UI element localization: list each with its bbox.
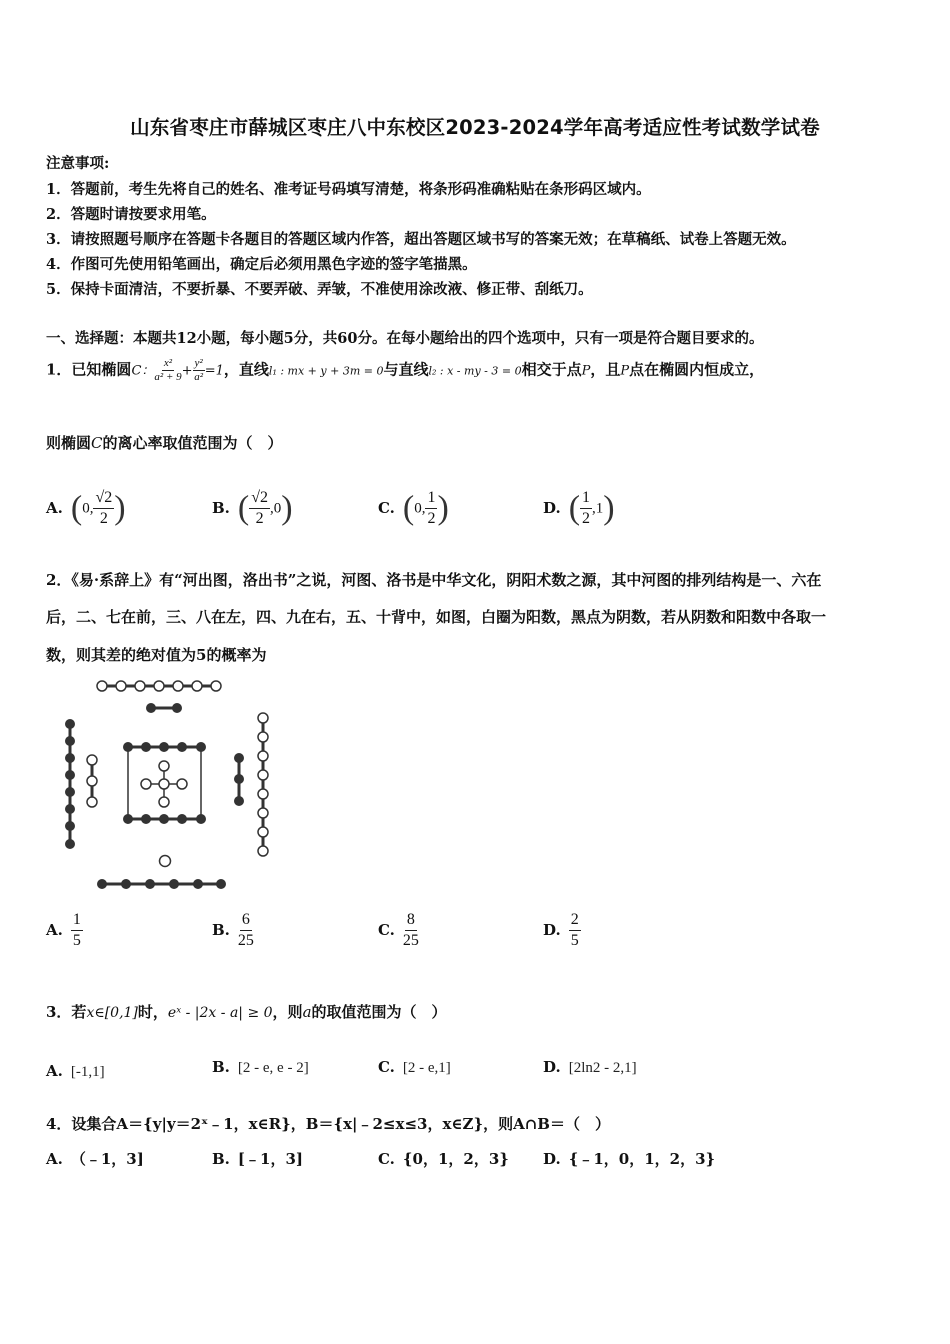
q1-c: C	[91, 434, 103, 452]
frac-num: 1	[425, 488, 437, 509]
question-3	[46, 1001, 447, 1022]
option-label: A.	[46, 1062, 63, 1080]
frac-den: 25	[402, 932, 419, 949]
q2-option-b[interactable]	[212, 910, 254, 951]
frac-num: 1	[580, 488, 592, 509]
q1-fraction-1	[154, 357, 181, 384]
q2-option-a[interactable]	[46, 910, 83, 951]
q3-mid2: ，则	[272, 1003, 303, 1021]
option-fraction	[71, 910, 83, 951]
hetu-diagram	[56, 674, 286, 899]
option-label: D.	[543, 920, 561, 939]
q1-prefix: 1．已知椭圆	[46, 360, 132, 379]
frac-den: 2	[582, 510, 591, 527]
q1-point-p-2: P	[620, 363, 630, 379]
option-fraction	[249, 488, 270, 529]
q1-text-b: 的离心率取值范围为（ ）	[102, 434, 283, 452]
option-label: B.	[212, 498, 230, 517]
q1-plus: +	[181, 363, 193, 379]
option-fraction	[238, 910, 254, 951]
q1-line1: l₁ : mx + y + 3m = 0	[268, 364, 384, 378]
close-paren: )	[437, 489, 449, 527]
option-left: 0,	[82, 500, 94, 517]
option-label: A.	[46, 1150, 63, 1168]
q3-option-b[interactable]	[212, 1058, 309, 1077]
open-paren: (	[568, 489, 581, 527]
option-label: D.	[543, 1058, 561, 1076]
frac-den: 25	[237, 932, 254, 949]
frac-num: 6	[240, 910, 252, 931]
note-item: 4．作图可先使用铅笔画出，确定后必须用黑色字迹的签字笔描黑。	[46, 256, 477, 273]
option-label: D.	[543, 1150, 561, 1168]
question-1-line-1	[46, 357, 764, 384]
frac-den: 5	[72, 932, 81, 949]
q2-option-c[interactable]	[378, 910, 419, 951]
q1-option-a[interactable]	[46, 488, 126, 529]
q3-a: a	[302, 1003, 312, 1021]
notes-heading: 注意事项:	[46, 155, 110, 172]
note-item: 3．请按照题号顺序在答题卡各题目的答题区域内作答，超出答题区域书写的答案无效；在草稿纸、试卷上答题无效。	[46, 231, 796, 248]
q1-line2: l₂ : x - my - 3 = 0	[428, 364, 522, 378]
question-4: 4．设集合A＝{y|y＝2ˣ﹣1，x∈R}，B＝{x|﹣2≤x≤3，x∈Z}，则A∩B＝（ ）	[46, 1115, 610, 1133]
q3-option-d[interactable]	[543, 1058, 637, 1077]
q4-option-a[interactable]	[46, 1148, 144, 1169]
frac-num: 2	[569, 910, 581, 931]
q1-ellipse-label: C：	[131, 363, 155, 379]
q1-option-d[interactable]	[543, 488, 615, 529]
option-value: {﹣1，0，1，2，3}	[568, 1150, 716, 1168]
option-label: A.	[46, 920, 63, 939]
q1-option-c[interactable]	[378, 488, 449, 529]
q1-point-p: P	[581, 363, 591, 379]
q1-mid3: 相交于点	[521, 360, 582, 379]
close-paren: )	[603, 489, 615, 527]
option-fraction	[569, 910, 581, 951]
open-paren: (	[402, 489, 415, 527]
q3-option-a[interactable]	[46, 1062, 105, 1081]
q3-prefix: 3．若	[46, 1003, 87, 1021]
q4-option-b[interactable]	[212, 1148, 303, 1169]
note-item: 2．答题时请按要求用笔。	[46, 206, 216, 223]
option-value: [-1,1]	[70, 1064, 105, 1080]
exam-title: 山东省枣庄市薛城区枣庄八中东校区2023-2024学年高考适应性考试数学试卷	[130, 116, 820, 139]
option-fraction	[403, 910, 419, 951]
q2-option-d[interactable]	[543, 910, 581, 951]
option-value: （﹣1，3]	[70, 1150, 144, 1168]
frac-den: 2	[99, 510, 108, 527]
frac-den: 5	[570, 932, 579, 949]
q3-mid: 时，	[137, 1003, 168, 1021]
option-label: D.	[543, 498, 561, 517]
option-right: ,1	[592, 500, 604, 517]
option-fraction	[93, 488, 114, 529]
question-2-line-3: 数，则其差的绝对值为5的概率为	[46, 646, 267, 664]
q1-option-b[interactable]	[212, 488, 293, 529]
option-label: B.	[212, 920, 230, 939]
q1-tail: 点在椭圆内恒成立，	[629, 360, 765, 379]
q1-eq: =1	[204, 363, 224, 379]
q1-mid4: ，且	[590, 360, 621, 379]
section-heading: 一、选择题：本题共12小题，每小题5分，共60分。在每小题给出的四个选项中，只有一项是符合题目要求的。	[46, 330, 764, 347]
q4-option-d[interactable]	[543, 1148, 715, 1169]
frac-num: 8	[405, 910, 417, 931]
frac-num: √2	[93, 488, 114, 509]
frac-den: 2	[255, 510, 264, 527]
option-label: A.	[46, 498, 63, 517]
question-2-line-2: 后，二、七在前，三、八在左，四、九在右，五、十背中，如图，白圈为阳数，黑点为阴数，若从阴数和阳数中各取一	[46, 608, 827, 626]
option-fraction	[425, 488, 437, 529]
frac-num: √2	[249, 488, 270, 509]
close-paren: )	[114, 489, 126, 527]
q3-inequality: eˣ - |2x - a| ≥ 0	[167, 1005, 273, 1021]
option-label: C.	[378, 1058, 395, 1076]
q1-frac2-num: y²	[194, 357, 203, 369]
option-left: 0,	[414, 500, 426, 517]
option-value: [﹣1，3]	[237, 1150, 303, 1168]
question-2-line-1: 2．《易·系辞上》有“河出图，洛出书”之说，河图、洛书是中华文化，阴阳术数之源，其中河图的排列结构是一、六在	[46, 571, 822, 589]
option-value: [2 - e,1]	[402, 1060, 451, 1076]
q1-mid1: ，直线	[223, 360, 269, 379]
q1-mid2: 与直线	[383, 360, 429, 379]
q1-text-a: 则椭圆	[46, 434, 92, 452]
q3-condition: x∈[0,1]	[86, 1005, 138, 1021]
q1-frac1-num: x²	[163, 357, 173, 369]
q1-frac1-den: a² + 9	[154, 371, 182, 383]
note-item: 1．答题前，考生先将自己的姓名、准考证号码填写清楚，将条形码准确粘贴在条形码区域内。	[46, 181, 651, 198]
option-label: C.	[378, 920, 395, 939]
option-value: [2ln2 - 2,1]	[568, 1060, 637, 1076]
note-item: 5．保持卡面清洁，不要折暴、不要弄破、弄皱，不准使用涂改液、修正带、刮纸刀。	[46, 281, 593, 298]
open-paren: (	[237, 489, 250, 527]
question-1-line-2	[46, 432, 283, 453]
frac-num: 1	[71, 910, 83, 931]
q4-option-c[interactable]	[378, 1148, 509, 1169]
option-fraction	[580, 488, 592, 529]
option-value: [2 - e, e - 2]	[237, 1060, 309, 1076]
option-label: C.	[378, 498, 395, 517]
option-right: ,0	[270, 500, 282, 517]
option-label: B.	[212, 1150, 230, 1168]
open-paren: (	[70, 489, 83, 527]
q1-frac2-den: a²	[194, 371, 204, 383]
q1-fraction-2	[193, 357, 205, 384]
q3-option-c[interactable]	[378, 1058, 451, 1077]
option-value: {0，1，2，3}	[402, 1150, 509, 1168]
close-paren: )	[281, 489, 293, 527]
frac-den: 2	[427, 510, 436, 527]
option-label: B.	[212, 1058, 230, 1076]
option-label: C.	[378, 1150, 395, 1168]
q3-tail: 的取值范围为（ ）	[311, 1003, 447, 1021]
